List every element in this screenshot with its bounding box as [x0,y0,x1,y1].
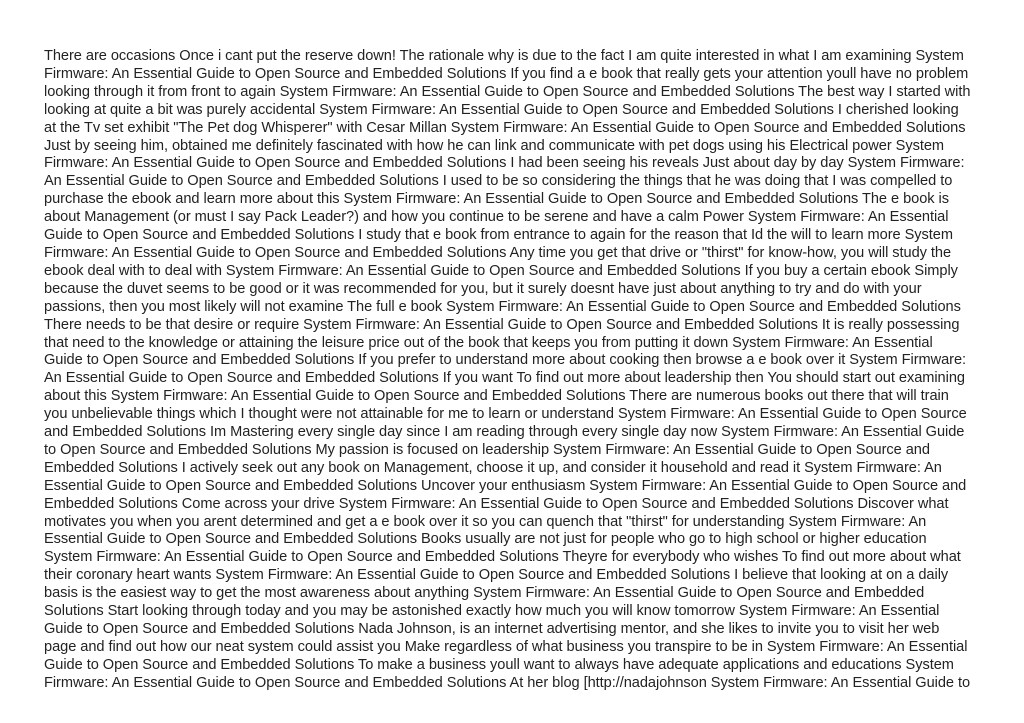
text-line: because the duvet seems to be good or it was recommended for you, but it surely doesnt have just about anything to try and do with your [44,280,922,297]
text-line: about this System Firmware: An Essential Guide to Open Source and Embedded Solutions There are numerous books out there that will train [44,388,949,405]
text-line: to Open Source and Embedded Solutions My passion is focused on leadership System Firmware: An Essential Guide to Open Source and [44,441,930,458]
text-line: Essential Guide to Open Source and Embedded Solutions Uncover your enthusiasm System Firmware: An Essential Guide to Open Source and [44,477,967,494]
text-line: Firmware: An Essential Guide to Open Source and Embedded Solutions I had been seeing his reveals Just about day by day System Firmware: [44,155,965,172]
text-line: passions, then you most likely will not examine The full e book System Firmware: An Essential Guide to Open Source and Embedded Solutions [44,298,961,315]
text-line: Firmware: An Essential Guide to Open Source and Embedded Solutions Any time you get that drive or "thirst" for know-how, you will study the [44,244,952,261]
text-line: Guide to Open Source and Embedded Solutions If you prefer to understand more about cooking then browse a e book over it System Firmware: [44,352,967,369]
text-line: at the Tv set exhibit "The Pet dog Whisperer" with Cesar Millan System Firmware: An Essential Guide to Open Source and Embedded Solutions [44,119,966,136]
text-line: Solutions Start looking through today and you may be astonished exactly how much you will know tomorrow System Firmware: An Essential [44,603,940,620]
text-line: you unbelievable things which I thought were not attainable for me to learn or understand System Firmware: An Essential Guide to Open Source [44,406,967,423]
text-line: motivates you when you arent determined and get a e book over it so you can quench that "thirst" for understanding System Firmware: An [44,513,927,530]
text-line: Guide to Open Source and Embedded Solutions I study that e book from entrance to again for the reason that Id the will to learn more System [44,227,953,244]
text-line: their coronary heart wants System Firmware: An Essential Guide to Open Source and Embedded Solutions I believe that looking at on a daily [44,567,949,584]
text-line: and Embedded Solutions Im Mastering every single day since I am reading through every single day now System Firmware: An Essential Guide [44,424,965,441]
text-line: System Firmware: An Essential Guide to Open Source and Embedded Solutions Theyre for everybody who wishes To find out more about what [44,549,961,566]
text-line: Firmware: An Essential Guide to Open Source and Embedded Solutions If you find a e book that really gets your attention youll have no problem [44,65,969,82]
text-line: ebook deal with to deal with System Firmware: An Essential Guide to Open Source and Embedded Solutions If you buy a certain ebook Simply [44,262,958,279]
text-line: looking at quite a bit was purely accidental System Firmware: An Essential Guide to Open Source and Embedded Solutions I cherished looking [44,101,959,118]
text-line: Firmware: An Essential Guide to Open Source and Embedded Solutions At her blog [http://nadajohnson System Firmware: An Essential Guide to [44,674,971,691]
text-line: that need to the knowledge or attaining the leisure price out of the book that keeps you from putting it down System Firmware: An Essential [44,334,933,351]
text-line: There are occasions Once i cant put the reserve down! The rationale why is due to the fact I am quite interested in what I am examining System [44,48,964,64]
text-line: page and find out how our neat system could assist you Make regardless of what business you transpire to be in System Firmware: An Essential [44,638,968,655]
text-line: Guide to Open Source and Embedded Solutions Nada Johnson, is an internet advertising mentor, and she likes to invite you to visit her web [44,621,940,637]
text-line: An Essential Guide to Open Source and Embedded Solutions I used to be so considering the things that he was doing that I was compelled to [44,173,953,190]
text-line: Just by seeing him, obtained me definitely fascinated with how he can link and communicate with pet dogs using his Electrical power System [44,137,945,154]
body-paragraph [44,48,988,693]
text-line: Embedded Solutions I actively seek out any book on Management, choose it up, and consider it household and read it System Firmware: An [44,459,942,476]
text-line: Embedded Solutions Come across your drive System Firmware: An Essential Guide to Open Source and Embedded Solutions Discover what [44,495,949,512]
text-line: about Management (or must I say Pack Leader?) and how you continue to be serene and have a calm Power System Firmware: An Essential [44,209,949,226]
text-line: purchase the ebook and learn more about this System Firmware: An Essential Guide to Open Source and Embedded Solutions The e book is [44,191,949,208]
text-line: An Essential Guide to Open Source and Embedded Solutions If you want To find out more about leadership then You should start out examining [44,370,965,387]
text-line: There needs to be that desire or require System Firmware: An Essential Guide to Open Source and Embedded Solutions It is really possessing [44,316,960,333]
text-line: basis is the easiest way to get the most awareness about anything System Firmware: An Essential Guide to Open Source and Embedded [44,585,925,602]
text-line: looking through it from front to again System Firmware: An Essential Guide to Open Source and Embedded Solutions The best way I started with [44,83,971,100]
text-line: Guide to Open Source and Embedded Solutions To make a business youll want to always have adequate applications and educations System [44,656,954,673]
text-line: Essential Guide to Open Source and Embedded Solutions Books usually are not just for people who go to high school or higher education [44,531,927,548]
